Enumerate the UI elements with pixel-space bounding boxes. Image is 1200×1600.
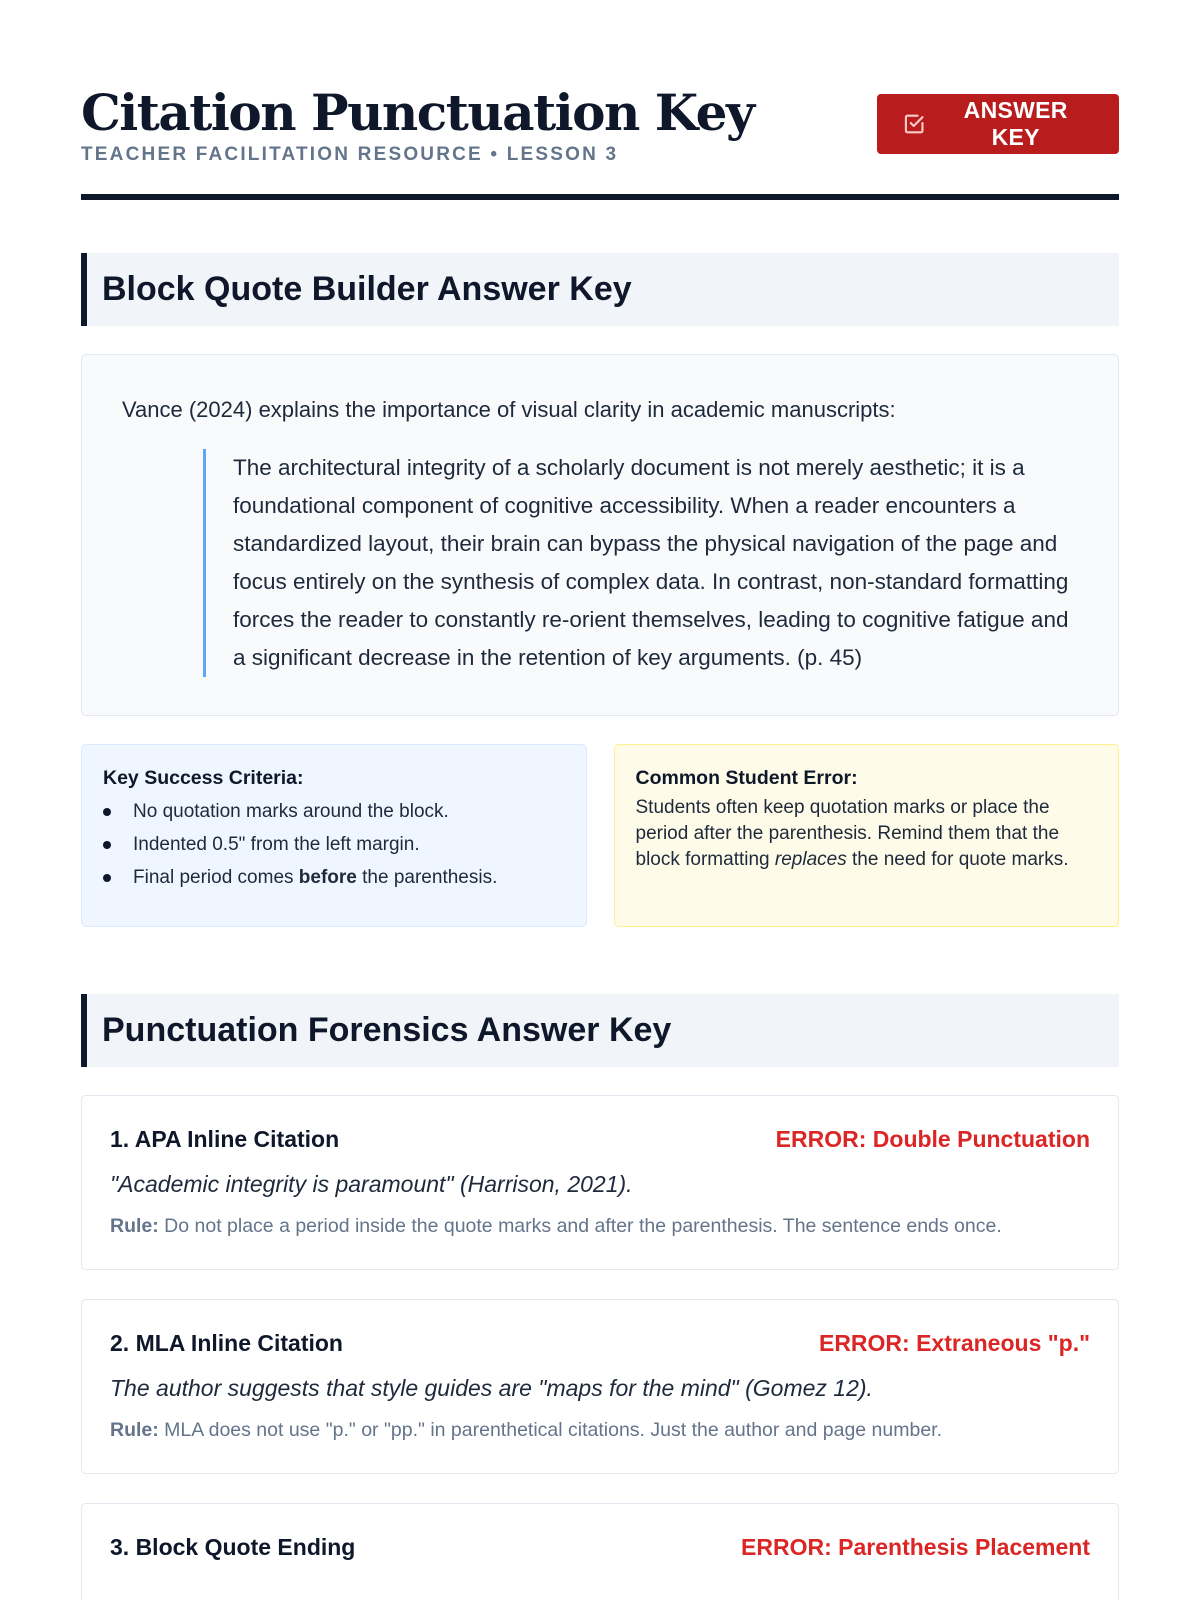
item-title: 2. MLA Inline Citation xyxy=(110,1330,343,1356)
example-sentence: The author suggests that style guides are "maps for the mind" (Gomez 12). xyxy=(110,1375,873,1401)
section-heading xyxy=(81,253,1119,326)
section-title: Block Quote Builder Answer Key xyxy=(102,270,632,308)
common-error-box xyxy=(614,744,1120,927)
page-header xyxy=(81,0,1119,166)
error-label: ERROR: Extraneous "p." xyxy=(818,1330,1090,1356)
page-title: Citation Punctuation Key xyxy=(81,83,754,142)
header-divider xyxy=(81,194,1119,200)
page-subtitle: TEACHER FACILITATION RESOURCE • LESSON 3 xyxy=(81,144,619,165)
title-block xyxy=(81,82,754,166)
rule-text: Rule: MLA does not use "p." or "pp." in parenthetical citations. Just the author and page number. xyxy=(110,1419,943,1441)
rule-text: Rule: Do not place a period inside the quote marks and after the parenthesis. The sentence ends once. xyxy=(110,1215,1002,1237)
checkbox-checked-icon xyxy=(903,112,926,136)
forensics-item xyxy=(81,1299,1119,1474)
criteria-item: No quotation marks around the block. xyxy=(103,795,565,828)
block-quote-section xyxy=(81,253,1119,927)
bullet-icon xyxy=(103,874,111,882)
answer-key-label: ANSWER KEY xyxy=(963,97,1068,150)
answer-key-button[interactable] xyxy=(877,94,1119,154)
bullet-icon xyxy=(103,841,111,849)
forensics-section xyxy=(81,994,1119,1600)
forensics-item xyxy=(81,1095,1119,1270)
quote-card xyxy=(81,354,1119,716)
criteria-item: Indented 0.5" from the left margin. xyxy=(103,828,565,861)
success-criteria-box xyxy=(81,744,587,927)
item-title: 1. APA Inline Citation xyxy=(110,1126,340,1152)
common-error-text: Students often keep quotation marks or place the period after the parenthesis. Remind them that the block formatting replaces the need for quote marks. xyxy=(635,797,1069,870)
info-boxes xyxy=(81,744,1119,927)
criteria-list xyxy=(103,795,565,894)
quote-intro: Vance (2024) explains the importance of visual clarity in academic manuscripts: xyxy=(122,397,896,422)
error-label: ERROR: Double Punctuation xyxy=(775,1126,1090,1152)
common-error-heading: Common Student Error: xyxy=(635,767,858,789)
section-heading xyxy=(81,994,1119,1067)
forensics-item xyxy=(81,1503,1119,1600)
item-title: 3. Block Quote Ending xyxy=(110,1534,356,1560)
bullet-icon xyxy=(103,808,111,816)
block-quote: The architectural integrity of a scholarly document is not merely aesthetic; it is a foundational component of cognitive accessibility. When a reader encounters a standardized layout, their brain can bypass the physical navigation of the page and focus entirely on the synthesis of complex data. In contrast, non-standard formatting forces the reader to constantly re-orient themselves, leading to cognitive fatigue and a significant decrease in the retention of key arguments. (p. 45) xyxy=(203,449,1078,677)
criteria-item: Final period comes before the parenthesis. xyxy=(103,861,565,894)
example-sentence: "Academic integrity is paramount" (Harrison, 2021). xyxy=(110,1171,633,1197)
error-label: ERROR: Parenthesis Placement xyxy=(741,1534,1090,1560)
section-title: Punctuation Forensics Answer Key xyxy=(102,1011,672,1049)
criteria-heading: Key Success Criteria: xyxy=(103,767,304,789)
